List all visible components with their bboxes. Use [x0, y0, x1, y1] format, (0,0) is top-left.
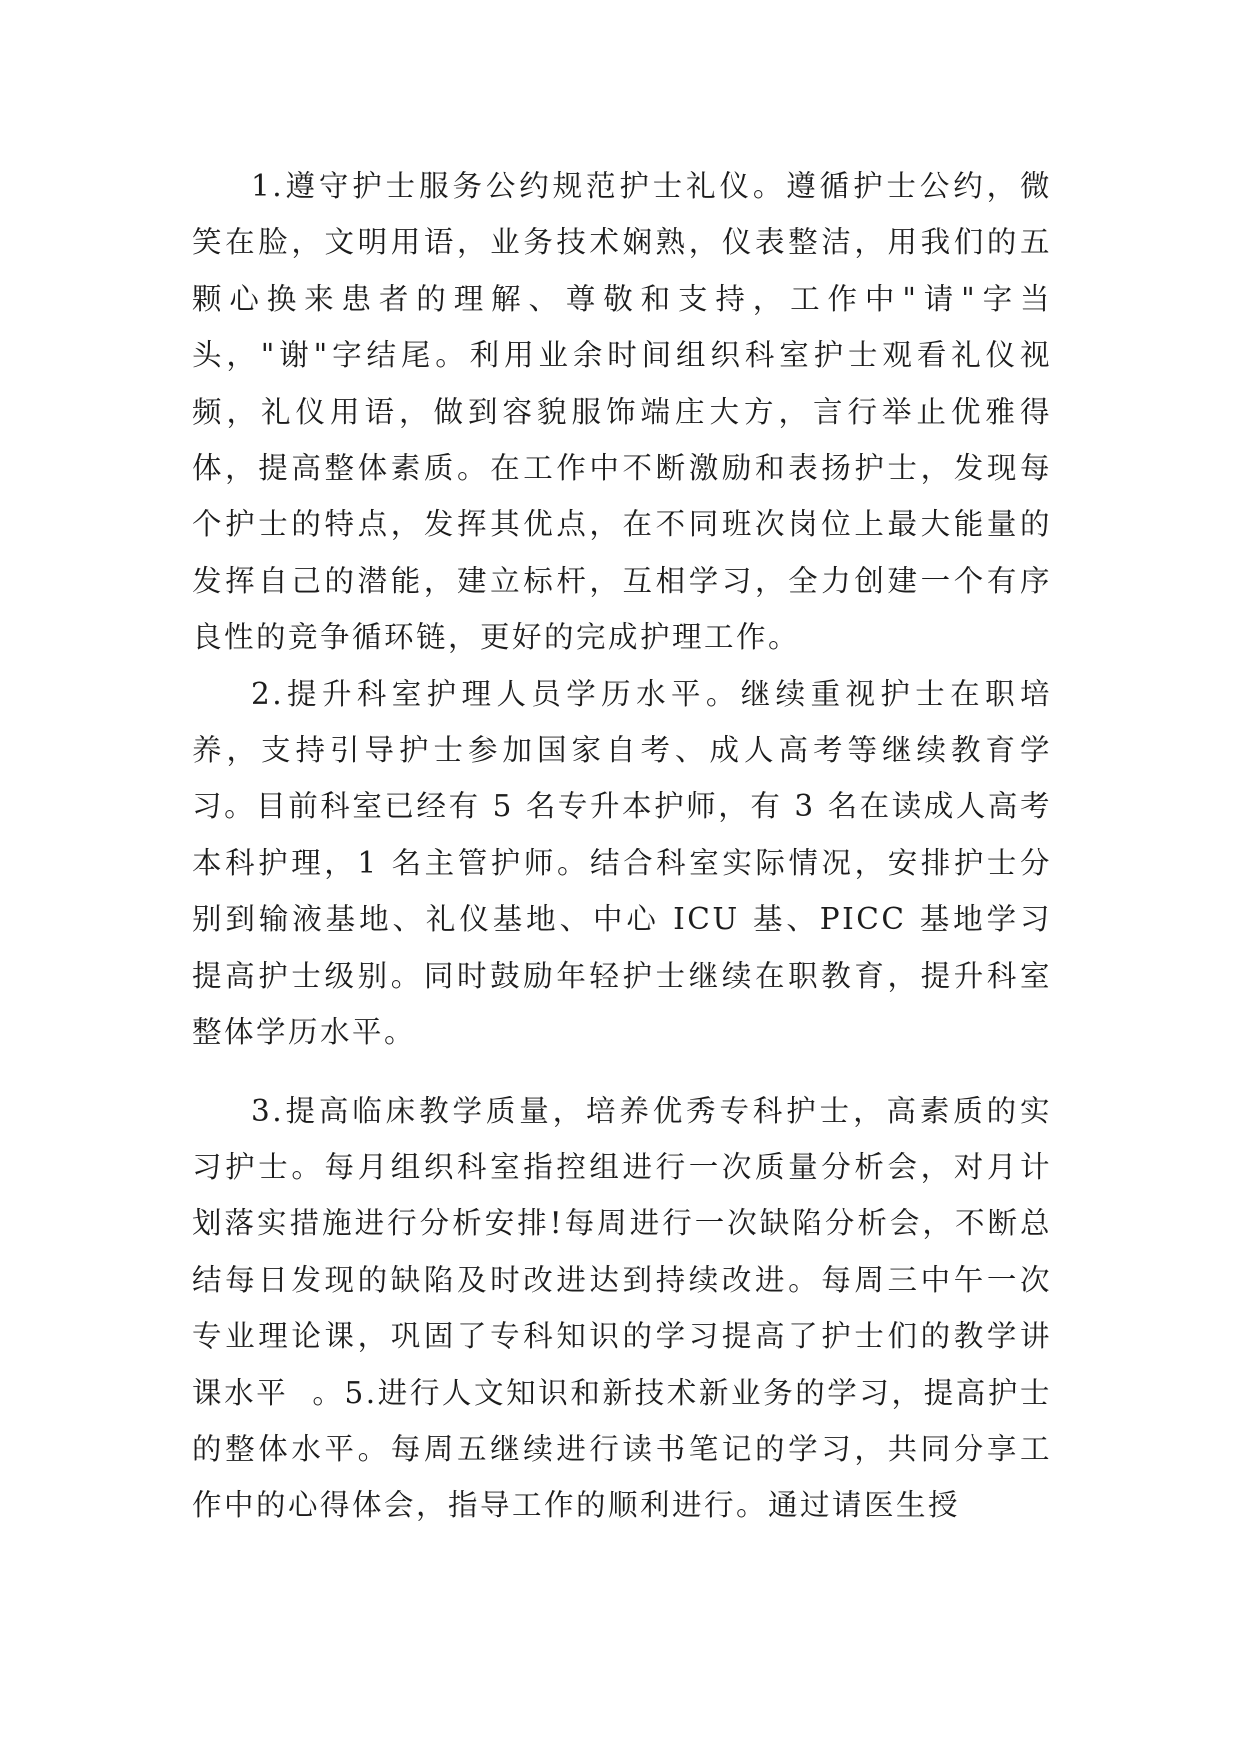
document-body: [192, 158, 1052, 1534]
paragraph-spacer: [192, 1061, 1052, 1083]
paragraph-2: 2.提升科室护理人员学历水平。继续重视护士在职培养，支持引导护士参加国家自考、成人高考等继续教育学习。目前科室已经有 5 名专升本护师，有 3 名在读成人高考本科护理，1 名主管护师。结合科室实际情况，安排护士分别到输液基地、礼仪基地、中心 ICU 基、PICC 基地学习提高护士级别。同时鼓励年轻护士继续在职教育，提升科室整体学历水平。: [192, 676, 1052, 1050]
paragraph-3: 3.提高临床教学质量，培养优秀专科护士，高素质的实习护士。每月组织科室指控组进行一次质量分析会，对月计划落实措施进行分析安排!每周进行一次缺陷分析会，不断总结每日发现的缺陷及时改进达到持续改进。每周三中午一次专业理论课，巩固了专科知识的学习提高了护士们的教学讲课水平 。5.进行人文知识和新技术新业务的学习，提高护士的整体水平。每周五继续进行读书笔记的学习，共同分享工作中的心得体会，指导工作的顺利进行。通过请医生授: [192, 1093, 1052, 1523]
paragraph-1: 1.遵守护士服务公约规范护士礼仪。遵循护士公约，微笑在脸，文明用语，业务技术娴熟，仪表整洁，用我们的五颗心换来患者的理解、尊敬和支持，工作中"请"字当头，"谢"字结尾。利用业余时间组织科室护士观看礼仪视频，礼仪用语，做到容貌服饰端庄大方，言行举止优雅得体，提高整体素质。在工作中不断激励和表扬护士，发现每个护士的特点，发挥其优点，在不同班次岗位上最大能量的发挥自己的潜能，建立标杆，互相学习，全力创建一个有序良性的竞争循环链，更好的完成护理工作。: [192, 169, 1052, 655]
